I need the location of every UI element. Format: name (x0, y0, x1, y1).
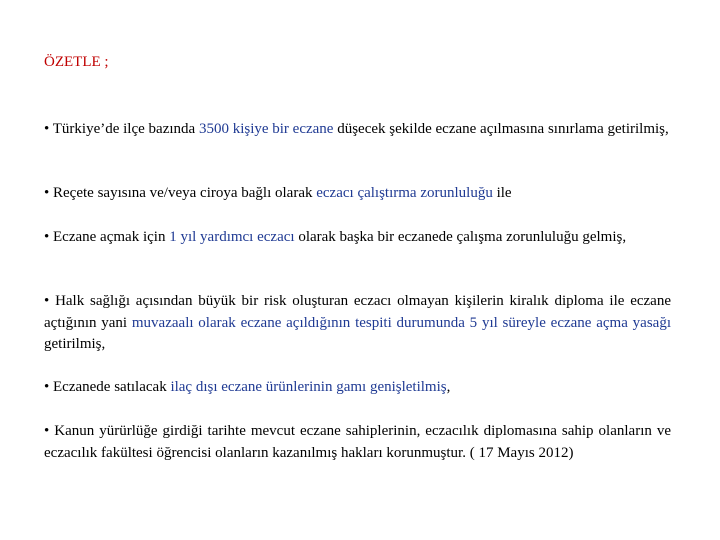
bullet-highlight: 1 yıl yardımcı eczacı (169, 229, 295, 245)
bullet-text: getirilmiş, (44, 336, 106, 352)
bullet-item (44, 421, 671, 464)
bullet-item (44, 377, 671, 399)
bullet-text: Eczane açmak için (53, 229, 170, 245)
bullet-item (44, 291, 671, 356)
bullet-text: ile (492, 185, 512, 201)
bullet-item (44, 183, 671, 205)
bullet-highlight: eczacı çalıştırma zorunluluğu (316, 185, 493, 201)
bullet-text: Eczanede satılacak (53, 379, 171, 395)
bullet-text: Türkiye’de ilçe bazında (52, 121, 199, 137)
bullet-marker: • (44, 121, 50, 137)
bullet-text: , (446, 379, 451, 395)
bullet-marker: • (44, 379, 50, 395)
page-title: ÖZETLE ; (44, 54, 109, 70)
bullet-text: Halk sağlığı açısından büyük bir risk oluşturan eczacı olmayan kişilerin kiralık diploma ile eczane açtığının yani (44, 293, 672, 331)
bullet-text: düşecek şekilde eczane açılmasına sınırlama getirilmiş, (333, 121, 669, 137)
bullet-item (44, 227, 671, 249)
bullet-marker: • (44, 293, 50, 309)
bullet-marker: • (44, 423, 50, 439)
bullet-text: Reçete sayısına ve/veya ciroya bağlı olarak (53, 185, 317, 201)
bullet-highlight: 3500 kişiye bir eczane (198, 121, 334, 137)
bullet-highlight: muvazaalı olarak eczane açıldığının tespiti durumunda 5 yıl süreyle eczane açma yasağı (131, 314, 671, 331)
bullet-item (44, 119, 671, 141)
bullet-marker: • (44, 229, 50, 245)
bullet-text: olarak başka bir eczanede çalışma zorunluluğu gelmiş, (294, 229, 627, 245)
bullet-text: Kanun yürürlüğe girdiği tarihte mevcut eczane sahiplerinin, eczacılık diplomasına sahip olanların ve eczacılık fakültesi öğrencisi olanların kazanılmış hakları korunmuştur. ( 17 Mayıs 2012) (44, 423, 672, 461)
bullet-highlight: ilaç dışı eczane ürünlerinin gamı genişletilmiş (170, 379, 447, 395)
bullet-marker: • (44, 185, 50, 201)
